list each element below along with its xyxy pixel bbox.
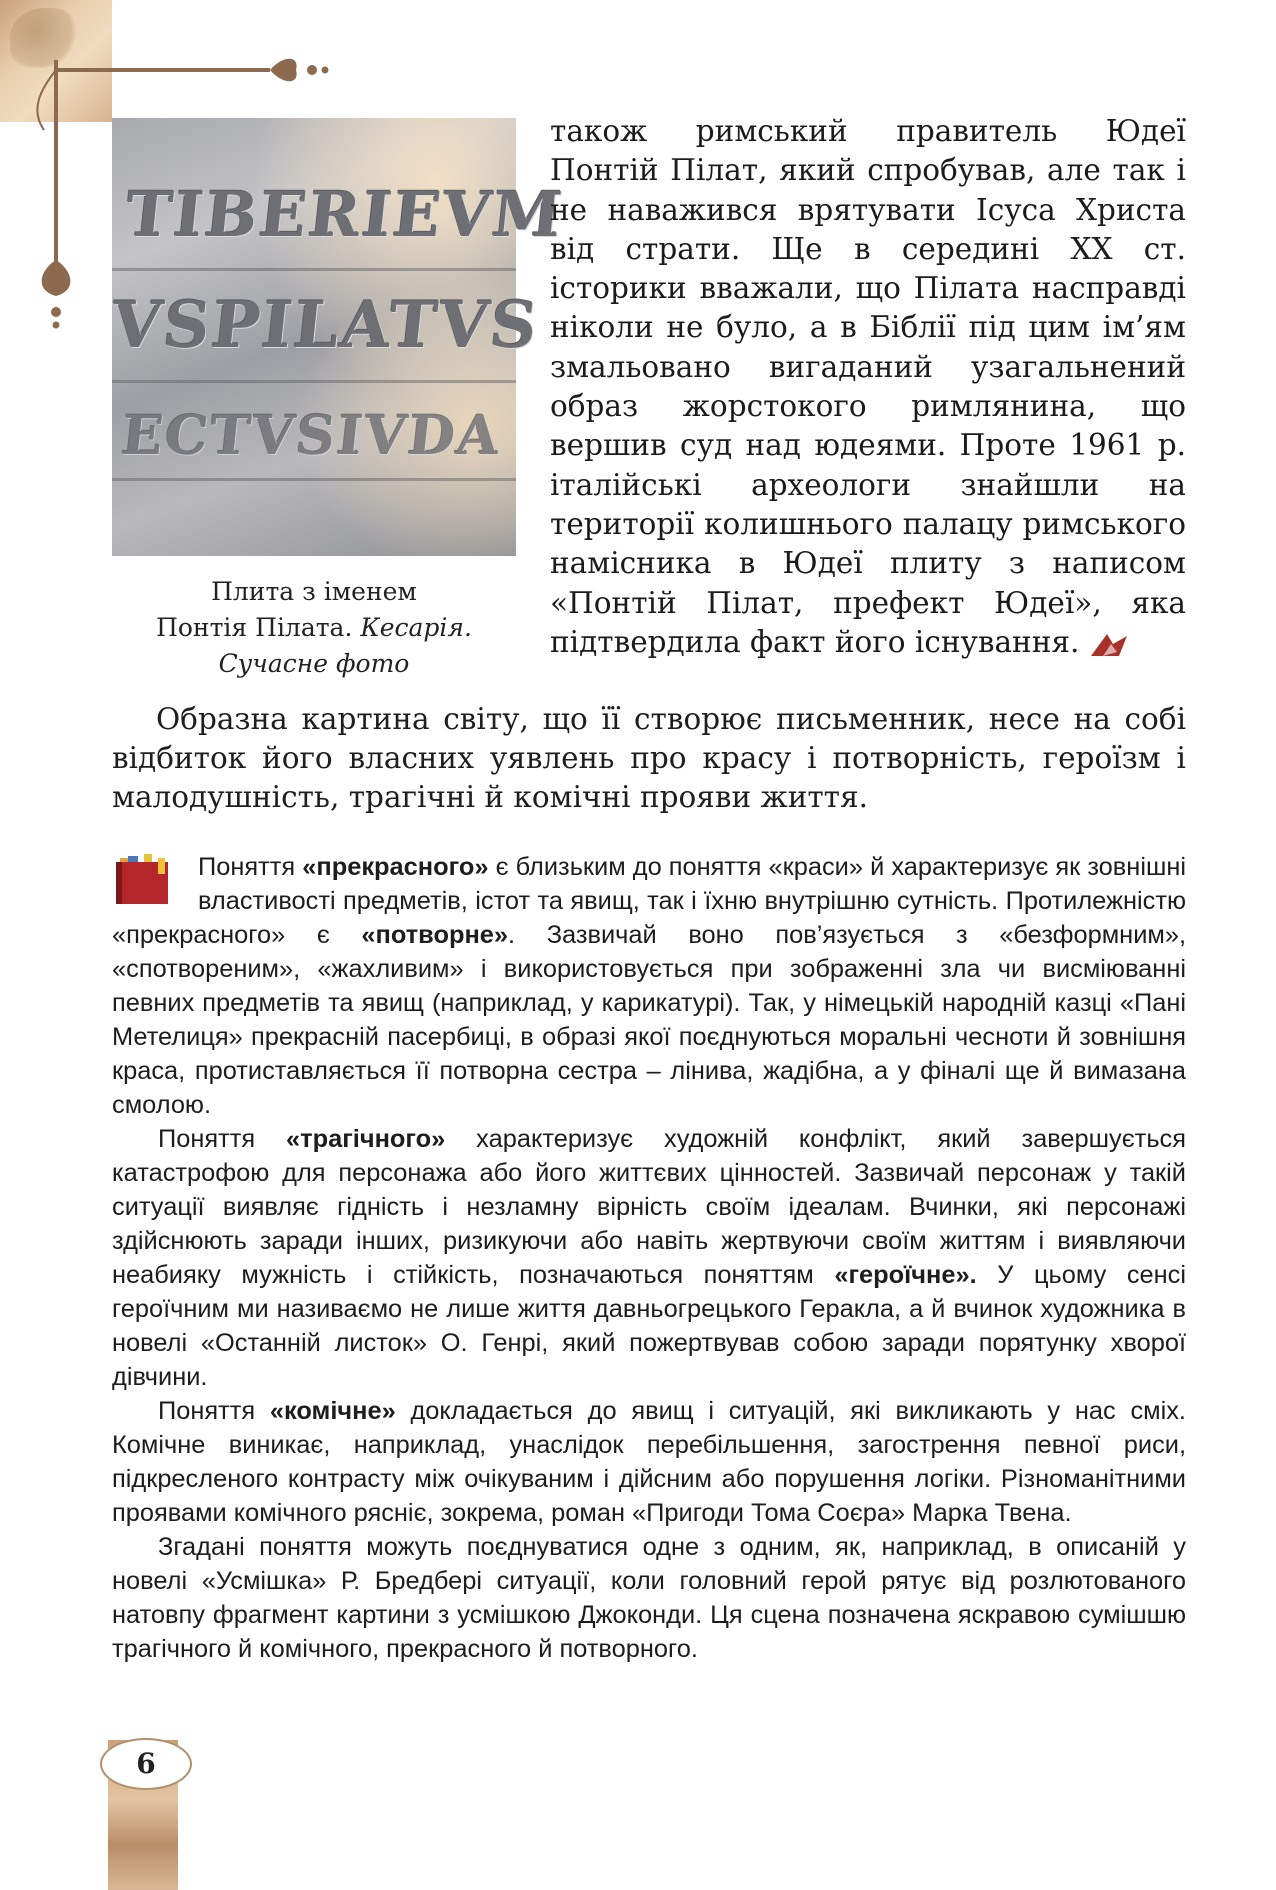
concepts-text <box>112 850 1186 1666</box>
intro-paragraph: Образна картина світу, що її створює письменник, несе на собі відбиток його власних уявлень про красу і потворність, героїзм і малодушність, трагічні й комічні прояви життя. <box>112 702 1186 814</box>
page-number: 6 <box>100 1738 192 1790</box>
paragraph-tragic: Поняття «трагічного» характеризує художній конфлікт, який завершується катастрофою для персонажа або його життєвих цінностей. Зазвичай персонаж у такій ситуації виявляє гідність і незламну вірність своїм ідеалам. Вчинки, які персонажі здійснюють заради інших, ризикуючи або навіть жертвуючи своїм життям і виявляючи неабияку мужність і стійкість, позначаються поняттям «героїчне». У цьому сенсі героїчним ми називаємо не лише життя давньогрецького Геракла, а й вчинок художника в новелі «Останній листок» О. Генрі, який пожертвував собою заради порятунку хворої дівчини. <box>112 1125 1187 1391</box>
inscription-line-1: TIBERIEVM <box>122 178 568 251</box>
side-text: також римський правитель Юдеї Понтій Пілат, який спробував, але так і не наважився врятувати Ісуса Христа від страти. Ще в середині XX ст. історики вважали, що Пілата насправді ніколи не було, а в Біблії під цим ім’ям змальовано вигаданий узагальнений образ жорстокого римлянина, що вершив суд над юдеями. Проте 1961 р. італійські археологи знайшли на території колишнього палацу римського намісника в Юдеї плиту з написом «Понтій Пілат, префект Юдеї», яка підтвердила факт його існування. <box>550 114 1186 659</box>
side-text-block <box>550 112 1186 662</box>
photo-caption <box>112 574 516 682</box>
paragraph-beautiful: Поняття «прекрасного» є близьким до поняття «краси» й характеризує як зовнішні властивості предметів, істот та явищ, так і їхню внутрішню сутність. Протилежністю «прекрасного» є «потворне». Зазвичай воно пов’язується з «безформним», «спотвореним», «жахливим» і використовується при зображенні зла чи висміюванні певних предметів та явищ (наприклад, у карикатурі). Так, у німецькій народній казці «Пані Метелиця» прекрасній пасербиці, в образі якої поєднуються моральні чесноти й зовнішня краса, протиставляється її потворна сестра – лінива, жадібна, а у фіналі ще й вимазана смолою. <box>112 853 1187 1119</box>
caption-line-2: Понтія Пілата. Кесарія. <box>156 613 472 642</box>
inscription-stone-photo <box>108 118 568 556</box>
caption-line-1: Плита з іменем <box>211 577 417 606</box>
end-mark-icon <box>1089 630 1129 658</box>
caption-line-3: Сучасне фото <box>218 649 410 678</box>
inscription-line-2: VSPILATVS <box>108 288 543 363</box>
inscription-line-3: ECTVSIVDA <box>118 403 505 467</box>
paragraph-combined: Згадані поняття можуть поєднуватися одне з одним, як, наприклад, в описаній у новелі «Усмішка» Р. Бредбері ситуації, коли головний герой рятує від розлютованого натовпу фрагмент картини з усмішкою Джоконди. Ця сцена позначена яскравою сумішшю трагічного й комічного, прекрасного й потворного. <box>112 1533 1186 1663</box>
paragraph-comic: Поняття «комічне» докладається до явищ і ситуацій, які викликають у нас сміх. Комічне виникає, наприклад, унаслідок перебільшення, загострення певної риси, підкресленого контрасту між очікуваним і дійсним або порушення логіки. Різноманітними проявами комічного рясніє, зокрема, роман «Пригоди Тома Соєра» Марка Твена. <box>112 1397 1186 1527</box>
